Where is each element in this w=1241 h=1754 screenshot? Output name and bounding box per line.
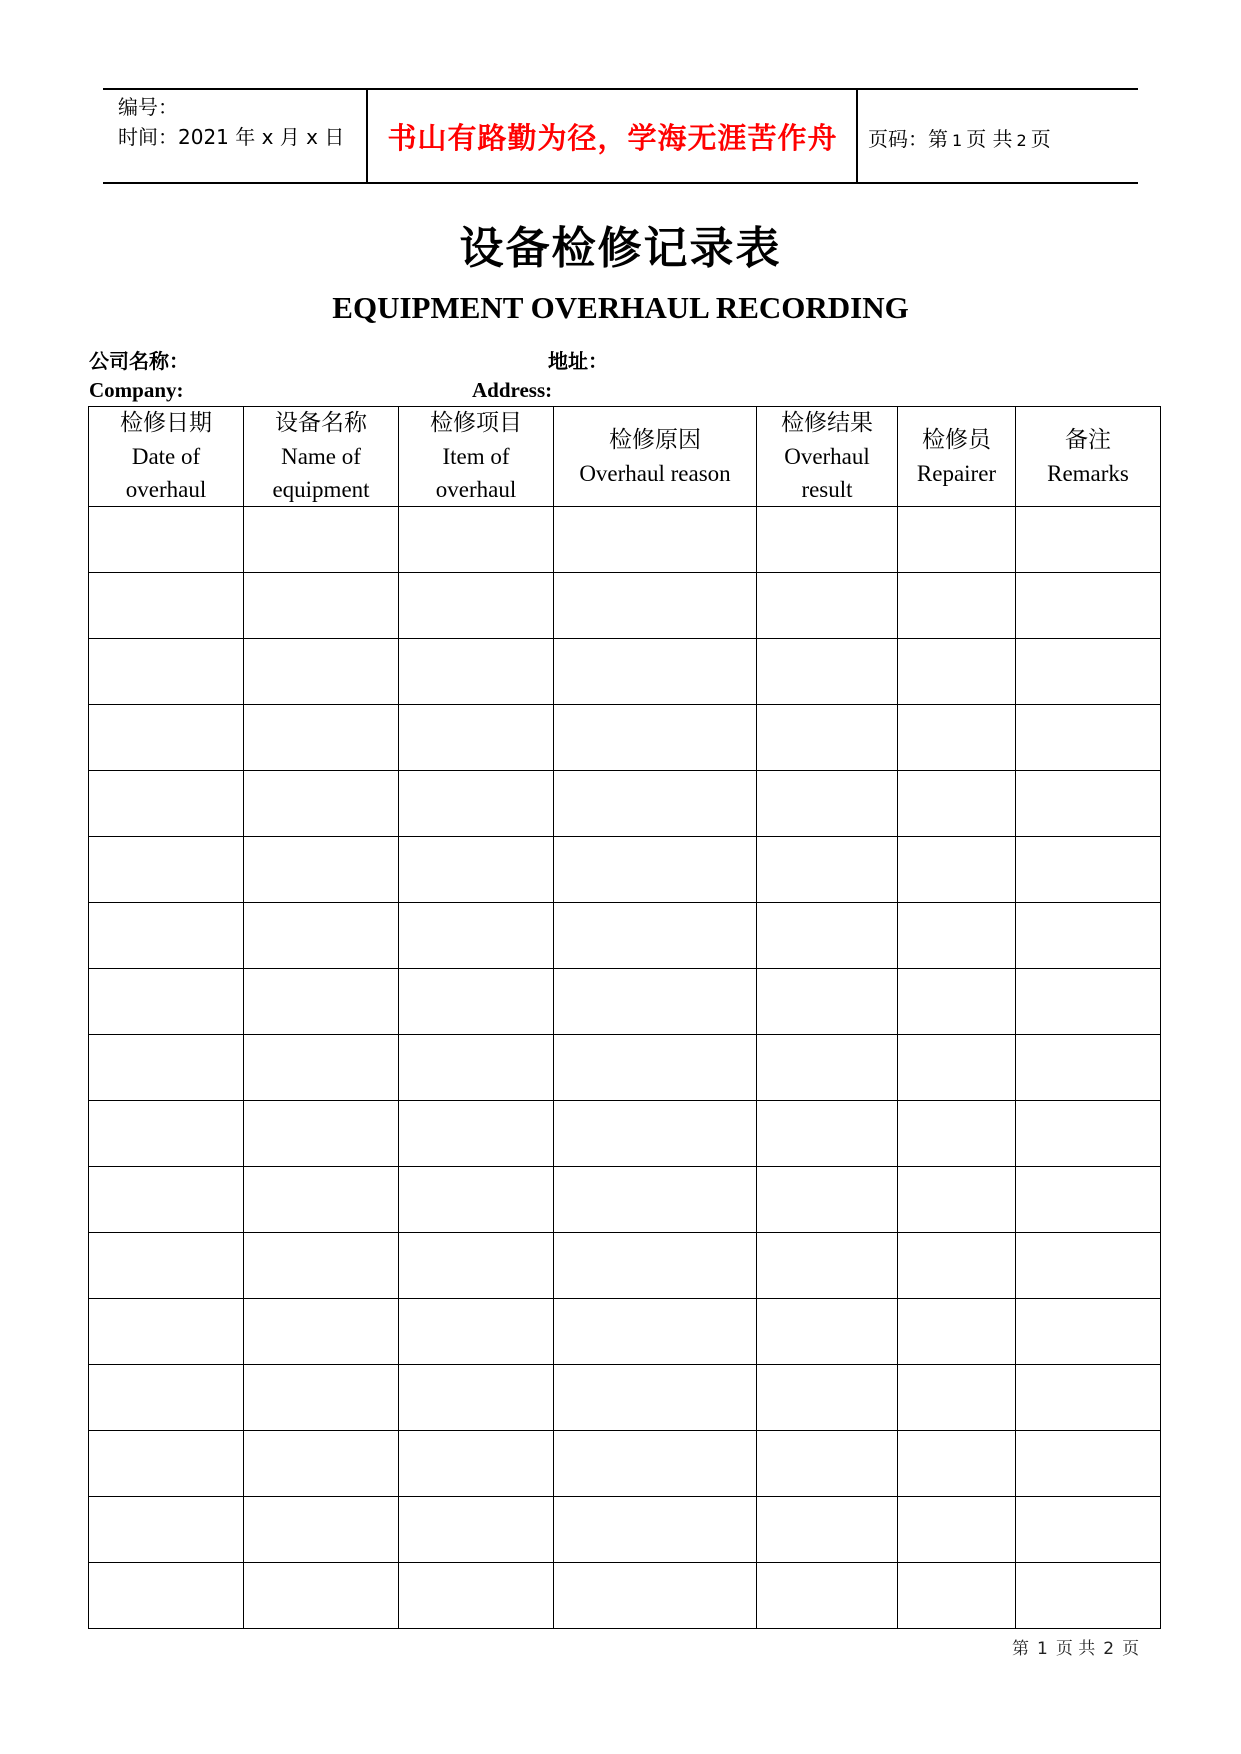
table-cell[interactable]	[898, 771, 1016, 837]
footer-suffix: 页	[1122, 1639, 1140, 1659]
table-cell[interactable]	[757, 1365, 898, 1431]
table-cell[interactable]	[399, 1563, 554, 1629]
column-header-cn: 检修结果	[781, 410, 873, 436]
table-cell[interactable]	[399, 903, 554, 969]
table-cell[interactable]	[244, 903, 399, 969]
page-footer	[1012, 1634, 1139, 1659]
table-cell[interactable]	[1016, 1101, 1161, 1167]
table-cell[interactable]	[898, 903, 1016, 969]
table-cell[interactable]	[898, 837, 1016, 903]
table-cell[interactable]	[554, 969, 757, 1035]
table-cell[interactable]	[1016, 1299, 1161, 1365]
table-cell[interactable]	[554, 1299, 757, 1365]
table-cell[interactable]	[89, 705, 244, 771]
table-cell[interactable]	[898, 705, 1016, 771]
table-cell[interactable]	[1016, 771, 1161, 837]
table-cell[interactable]	[554, 1101, 757, 1167]
table-cell[interactable]	[399, 573, 554, 639]
table-cell[interactable]	[89, 1101, 244, 1167]
table-cell[interactable]	[89, 1233, 244, 1299]
table-cell[interactable]	[1016, 1431, 1161, 1497]
table-row	[89, 1101, 1161, 1167]
table-cell[interactable]	[89, 1497, 244, 1563]
table-cell[interactable]	[1016, 705, 1161, 771]
table-cell[interactable]	[244, 1365, 399, 1431]
table-cell[interactable]	[898, 1497, 1016, 1563]
table-cell[interactable]	[244, 1497, 399, 1563]
table-cell[interactable]	[757, 771, 898, 837]
column-header-result	[757, 407, 898, 507]
table-row	[89, 1035, 1161, 1101]
table-cell[interactable]	[1016, 903, 1161, 969]
table-header-row	[89, 407, 1161, 507]
table-cell[interactable]	[898, 1233, 1016, 1299]
company-label-cn: 公司名称：	[89, 349, 189, 373]
table-cell[interactable]	[898, 1563, 1016, 1629]
table-cell[interactable]	[399, 705, 554, 771]
table-cell[interactable]	[1016, 507, 1161, 573]
table-row	[89, 705, 1161, 771]
table-cell[interactable]	[244, 837, 399, 903]
table-cell[interactable]	[757, 1233, 898, 1299]
table-row	[89, 573, 1161, 639]
table-cell[interactable]	[554, 507, 757, 573]
table-cell[interactable]	[399, 507, 554, 573]
page-prefix: 页码：第	[868, 127, 948, 151]
column-header-en: Overhaul reason	[579, 460, 731, 486]
table-cell[interactable]	[554, 1035, 757, 1101]
table-cell[interactable]	[554, 1167, 757, 1233]
table-cell[interactable]	[399, 1233, 554, 1299]
table-cell[interactable]	[1016, 573, 1161, 639]
table-cell[interactable]	[757, 1035, 898, 1101]
column-header-date	[89, 407, 244, 507]
table-cell[interactable]	[898, 1431, 1016, 1497]
table-cell[interactable]	[244, 771, 399, 837]
table-cell[interactable]	[757, 837, 898, 903]
table-cell[interactable]	[89, 1563, 244, 1629]
table-row	[89, 639, 1161, 705]
table-cell[interactable]	[898, 1365, 1016, 1431]
footer-prefix: 第	[1012, 1639, 1029, 1659]
table-cell[interactable]	[757, 507, 898, 573]
header-divider-right	[856, 89, 858, 183]
column-header-en: overhaul	[125, 477, 207, 502]
table-cell[interactable]	[89, 969, 244, 1035]
column-header-en: Date of	[131, 444, 201, 469]
table-cell[interactable]	[1016, 1035, 1161, 1101]
column-header-cn: 检修项目	[430, 410, 522, 436]
table-cell[interactable]	[399, 837, 554, 903]
document-time-label: 时间：2021 年 x 月 x 日	[118, 125, 345, 149]
table-body	[89, 507, 1161, 1629]
table-cell[interactable]	[757, 1497, 898, 1563]
column-header-cn: 设备名称	[275, 410, 367, 436]
table-cell[interactable]	[244, 639, 399, 705]
table-cell[interactable]	[89, 573, 244, 639]
table-cell[interactable]	[244, 1431, 399, 1497]
column-header-en: equipment	[272, 477, 370, 502]
table-cell[interactable]	[1016, 1167, 1161, 1233]
table-row	[89, 1431, 1161, 1497]
table-cell[interactable]	[757, 903, 898, 969]
table-cell[interactable]	[757, 573, 898, 639]
table-cell[interactable]	[399, 1365, 554, 1431]
table-cell[interactable]	[757, 1563, 898, 1629]
table-cell[interactable]	[244, 705, 399, 771]
table-cell[interactable]	[244, 1299, 399, 1365]
column-header-cn: 备注	[1065, 426, 1111, 453]
table-cell[interactable]	[1016, 837, 1161, 903]
header-meta	[118, 92, 344, 152]
table-cell[interactable]	[898, 969, 1016, 1035]
table-cell[interactable]	[1016, 969, 1161, 1035]
table-cell[interactable]	[554, 573, 757, 639]
column-header-item	[399, 407, 554, 507]
column-header-en: Item of	[442, 444, 510, 469]
table-row	[89, 1167, 1161, 1233]
table-row	[89, 903, 1161, 969]
table-cell[interactable]	[89, 1365, 244, 1431]
footer-mid: 页 共	[1055, 1639, 1096, 1659]
table-cell[interactable]	[399, 1101, 554, 1167]
table-cell[interactable]	[757, 1101, 898, 1167]
table-cell[interactable]	[244, 1035, 399, 1101]
column-header-en: Name of	[281, 444, 361, 469]
table-cell[interactable]	[1016, 639, 1161, 705]
table-row	[89, 1365, 1161, 1431]
table-row	[89, 1497, 1161, 1563]
table-cell[interactable]	[89, 639, 244, 705]
table-cell[interactable]	[399, 1167, 554, 1233]
table-cell[interactable]	[554, 639, 757, 705]
table-cell[interactable]	[1016, 1233, 1161, 1299]
footer-current-page: 1	[1037, 1639, 1048, 1659]
column-header-remarks	[1016, 407, 1161, 507]
table-cell[interactable]	[898, 573, 1016, 639]
page-total: 2	[1016, 131, 1027, 150]
column-header-en: Remarks	[1047, 460, 1129, 486]
table-cell[interactable]	[399, 771, 554, 837]
table-row	[89, 1563, 1161, 1629]
table-cell[interactable]	[554, 705, 757, 771]
table-cell[interactable]	[757, 705, 898, 771]
table-cell[interactable]	[399, 1431, 554, 1497]
table-cell[interactable]	[89, 837, 244, 903]
table-cell[interactable]	[244, 1563, 399, 1629]
table-cell[interactable]	[399, 639, 554, 705]
overhaul-record-table	[88, 406, 1161, 1629]
table-cell[interactable]	[757, 1431, 898, 1497]
table-cell[interactable]	[244, 507, 399, 573]
table-cell[interactable]	[554, 1233, 757, 1299]
table-cell[interactable]	[89, 771, 244, 837]
table-row	[89, 771, 1161, 837]
table-cell[interactable]	[898, 1101, 1016, 1167]
column-header-en: Repairer	[916, 460, 997, 486]
page-suffix: 页	[1030, 127, 1051, 151]
table-row	[89, 1299, 1161, 1365]
table-cell[interactable]	[244, 969, 399, 1035]
table-cell[interactable]	[757, 639, 898, 705]
table-cell[interactable]	[89, 1431, 244, 1497]
column-header-cn: 检修原因	[609, 426, 701, 453]
company-label-en: Company:	[89, 378, 184, 402]
column-header-cn: 检修员	[922, 426, 991, 453]
table-cell[interactable]	[898, 1035, 1016, 1101]
table-row	[89, 837, 1161, 903]
header-bottom-rule	[103, 182, 1138, 184]
column-header-reason	[554, 407, 757, 507]
table-row	[89, 507, 1161, 573]
header-motto: 书山有路勤为径，学海无涯苦作舟	[387, 121, 838, 155]
table-cell[interactable]	[89, 1035, 244, 1101]
column-header-en: overhaul	[435, 477, 517, 502]
column-header-cn: 检修日期	[120, 410, 212, 436]
page-mid: 页 共	[966, 127, 1013, 151]
table-cell[interactable]	[898, 1299, 1016, 1365]
table-cell[interactable]	[89, 507, 244, 573]
table-cell[interactable]	[244, 1167, 399, 1233]
table-cell[interactable]	[554, 903, 757, 969]
table-cell[interactable]	[1016, 1497, 1161, 1563]
column-header-equipment	[244, 407, 399, 507]
table-cell[interactable]	[554, 1365, 757, 1431]
address-label-en: Address:	[472, 378, 553, 402]
table-cell[interactable]	[244, 573, 399, 639]
table-cell[interactable]	[554, 1431, 757, 1497]
table-cell[interactable]	[1016, 1563, 1161, 1629]
footer-total-pages: 2	[1103, 1639, 1115, 1659]
header-divider-left	[366, 89, 368, 183]
document-number-label: 编号：	[118, 95, 178, 119]
page-title-en: EQUIPMENT OVERHAUL RECORDING	[332, 290, 909, 325]
column-header-repairer	[898, 407, 1016, 507]
table-cell[interactable]	[554, 1497, 757, 1563]
table-cell[interactable]	[898, 507, 1016, 573]
table-cell[interactable]	[399, 1497, 554, 1563]
table-cell[interactable]	[399, 969, 554, 1035]
table-cell[interactable]	[244, 1233, 399, 1299]
column-header-en: result	[801, 477, 853, 502]
table-cell[interactable]	[89, 1167, 244, 1233]
table-cell[interactable]	[89, 1299, 244, 1365]
address-label-cn: 地址：	[548, 349, 608, 373]
table-cell[interactable]	[898, 639, 1016, 705]
table-cell[interactable]	[399, 1035, 554, 1101]
header-top-rule	[103, 88, 1138, 90]
table-cell[interactable]	[89, 903, 244, 969]
table-cell[interactable]	[757, 969, 898, 1035]
table-cell[interactable]	[898, 1167, 1016, 1233]
table-cell[interactable]	[757, 1299, 898, 1365]
header-page-indicator	[868, 123, 1051, 152]
page-current: 1	[952, 131, 963, 150]
page-title-cn: 设备检修记录表	[459, 223, 782, 274]
table-cell[interactable]	[554, 1563, 757, 1629]
table-cell[interactable]	[554, 837, 757, 903]
table-row	[89, 969, 1161, 1035]
column-header-en: Overhaul	[784, 444, 870, 469]
table-cell[interactable]	[399, 1299, 554, 1365]
table-cell[interactable]	[554, 771, 757, 837]
table-cell[interactable]	[244, 1101, 399, 1167]
table-cell[interactable]	[1016, 1365, 1161, 1431]
table-cell[interactable]	[757, 1167, 898, 1233]
table-row	[89, 1233, 1161, 1299]
